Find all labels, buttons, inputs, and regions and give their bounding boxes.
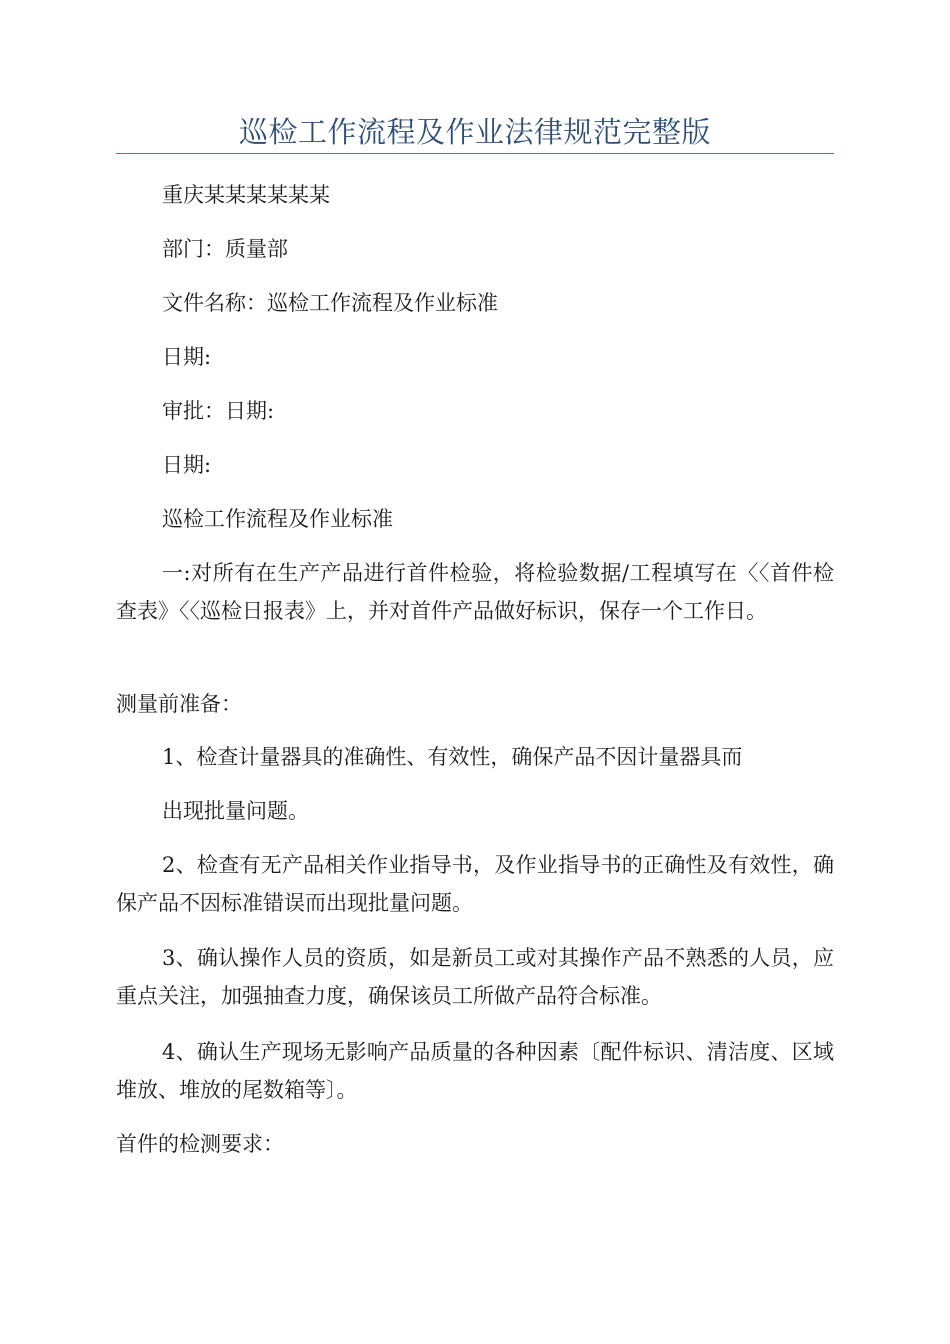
- prep-item-1-line-1: 1、检查计量器具的准确性、有效性，确保产品不因计量器具而: [162, 745, 743, 769]
- title-underline: [116, 153, 834, 154]
- file-name-field: 文件名称：巡检工作流程及作业标准: [162, 291, 498, 315]
- approval-date-field: 审批：日期:: [162, 399, 275, 423]
- prep-item-4: 4、确认生产现场无影响产品质量的各种因素〔配件标识、清洁度、区域堆放、堆放的尾数箱等〕。: [116, 1040, 834, 1102]
- second-date-field: 日期:: [162, 453, 212, 477]
- company-name: 重庆某某某某某某: [162, 183, 330, 207]
- prep-item-2: 2、检查有无产品相关作业指导书，及作业指导书的正确性及有效性，确保产品不因标准错误而出现批量问题。: [116, 853, 834, 915]
- prep-item-1-line-2: 出现批量问题。: [162, 799, 309, 823]
- department-field: 部门：质量部: [162, 237, 288, 261]
- measurement-prep-heading: 测量前准备：: [116, 692, 242, 716]
- document-subtitle: 巡检工作流程及作业标准: [162, 507, 393, 531]
- section-one-paragraph: 一:对所有在生产产品进行首件检验，将检验数据/工程填写在〈〈首件检查表》〈〈巡检日报表》上，并对首件产品做好标识，保存一个工作日。: [116, 561, 834, 623]
- date-field: 日期:: [162, 345, 212, 369]
- prep-item-3: 3、确认操作人员的资质，如是新员工或对其操作产品不熟悉的人员，应重点关注，加强抽查力度，确保该员工所做产品符合标准。: [116, 946, 834, 1008]
- document-title: 巡检工作流程及作业法律规范完整版: [238, 115, 711, 149]
- first-piece-heading: 首件的检测要求：: [116, 1132, 284, 1156]
